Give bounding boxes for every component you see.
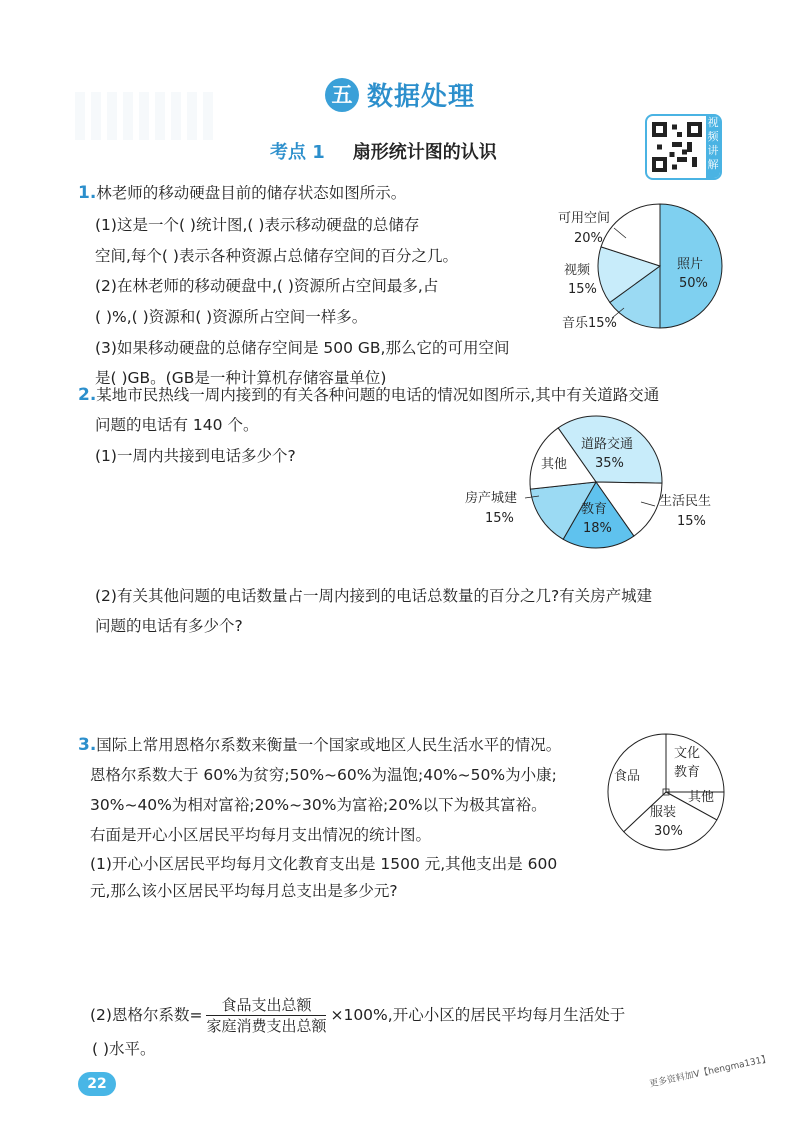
q3-formula-suffix: ×100%,开心小区的居民平均每月生活处于	[330, 1006, 626, 1024]
q2-label-edu: 教育	[581, 502, 608, 517]
q1-label-photo: 照片	[677, 257, 704, 272]
q1-label-video: 视频	[564, 263, 591, 278]
q2-label-other: 其他	[541, 457, 568, 472]
section-number: 考点 1	[270, 142, 325, 163]
q3-formula-prefix: (2)恩格尔系数=	[90, 1006, 203, 1024]
q2-stem-line-2: 问题的电话有 140 个。	[95, 416, 259, 434]
q3-line: 国际上常用恩格尔系数来衡量一个国家或地区人民生活水平的情况。	[96, 736, 562, 754]
q2-label-traffic: 道路交通	[581, 437, 634, 452]
q3-formula-numerator: 食品支出总额	[206, 995, 326, 1016]
q2-sub2-line-1: (2)有关其他问题的电话数量占一周内接到的电话总数量的百分之几?有关房产城建	[95, 587, 653, 605]
q2-label-life-pct: 15%	[677, 514, 706, 529]
q2-sub2-line-2: 问题的电话有多少个?	[95, 617, 243, 635]
q1-label-video-pct: 15%	[568, 282, 597, 297]
q3-formula-line	[90, 993, 625, 1037]
q3-label-culture-1: 文化	[674, 746, 701, 761]
q3-label-culture-2: 教育	[674, 765, 701, 780]
watermark-text: 更多资料加V【hengma131】	[648, 1054, 772, 1090]
q3-label-clothes-pct: 30%	[654, 824, 683, 839]
chapter-title-text: 数据处理	[366, 82, 475, 112]
q3-pie-chart	[600, 724, 740, 854]
q1-pie-slices	[598, 204, 722, 328]
q1-label-photo-pct: 50%	[679, 276, 708, 291]
section-heading	[270, 138, 497, 164]
q3-number: 3.	[78, 735, 97, 755]
q2-label-housing: 房产城建	[465, 491, 518, 506]
q1-line: 空间,每个( )表示各种资源占总储存空间的百分之几。	[95, 247, 458, 265]
qr-code-box[interactable]	[645, 114, 722, 180]
q3-line: 元,那么该小区居民平均每月总支出是多少元?	[90, 882, 398, 900]
chapter-title	[0, 76, 800, 113]
q2-label-housing-pct: 15%	[485, 511, 514, 526]
q1-label-music: 音乐15%	[562, 316, 617, 331]
q1-stem-line	[78, 178, 406, 209]
q1-stem: 林老师的移动硬盘目前的储存状态如图所示。	[96, 184, 407, 202]
q2-label-traffic-pct: 35%	[595, 456, 624, 471]
q3-formula-denominator: 家庭消费支出总额	[206, 1017, 327, 1035]
qr-label: 视频讲解	[706, 116, 720, 178]
q2-pie-chart	[455, 410, 735, 560]
q3-line: 右面是开心小区居民平均每月支出情况的统计图。	[90, 826, 432, 844]
pie-slice-文化教育	[666, 734, 724, 792]
q3-line: (1)开心小区居民平均每月文化教育支出是 1500 元,其他支出是 600	[90, 855, 558, 873]
chapter-number-badge: 五	[325, 78, 359, 112]
q3-label-other: 其他	[688, 790, 715, 805]
q2-label-edu-pct: 18%	[583, 521, 612, 536]
q2-number: 2.	[78, 385, 97, 405]
q3-formula-fraction	[206, 995, 326, 1036]
q3-label-food: 食品	[614, 769, 641, 784]
page-number: 22	[78, 1072, 116, 1096]
q2-label-life: 生活民生	[659, 494, 712, 509]
q1-pie-chart	[550, 200, 730, 340]
q1-line: 是( )GB。(GB是一种计算机存储容量单位)	[95, 369, 387, 387]
q2-stem: 某地市民热线一周内接到的有关各种问题的电话的情况如图所示,其中有关道路交通	[96, 386, 660, 404]
q3-last-line: ( )水平。	[92, 1040, 156, 1058]
q1-number: 1.	[78, 183, 97, 203]
q3-line: 30%~40%为相对富裕;20%~30%为富裕;20%以下为极其富裕。	[90, 796, 547, 814]
q1-label-available: 可用空间	[558, 211, 611, 226]
q2-stem-line	[78, 380, 659, 411]
q1-line: (1)这是一个( )统计图,( )表示移动硬盘的总储存	[95, 216, 420, 234]
qr-code-icon	[652, 122, 702, 172]
q2-sub1: (1)一周内共接到电话多少个?	[95, 447, 296, 465]
q3-line: 恩格尔系数大于 60%为贫穷;50%~60%为温饱;40%~50%为小康;	[90, 766, 557, 784]
section-name: 扇形统计图的认识	[352, 142, 497, 163]
q3-label-clothes: 服装	[650, 805, 677, 820]
q1-line: ( )%,( )资源和( )资源所占空间一样多。	[95, 308, 368, 326]
q1-line: (3)如果移动硬盘的总储存空间是 500 GB,那么它的可用空间	[95, 339, 510, 357]
q1-label-available-pct: 20%	[574, 231, 603, 246]
q1-line: (2)在林老师的移动硬盘中,( )资源所占空间最多,占	[95, 277, 439, 295]
q3-stem-line	[78, 730, 561, 761]
